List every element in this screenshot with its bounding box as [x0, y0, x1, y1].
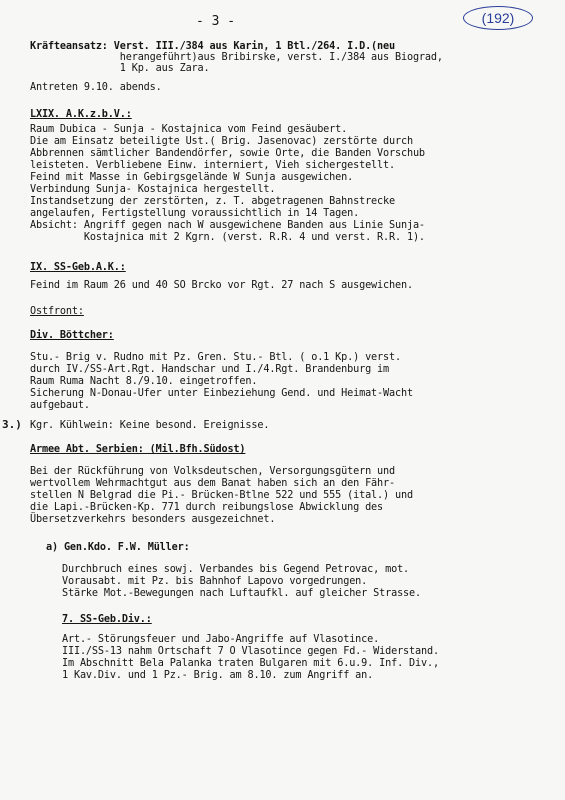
text-line: Übersetzverkehrs besonders ausgezeichnet. [30, 514, 276, 525]
subsection-heading: a) Gen.Kdo. F.W. Müller: [46, 542, 190, 553]
section-heading: Ostfront: [30, 306, 84, 317]
text-line: leisteten. Verbliebene Einw. interniert, Vieh sichergestellt. [30, 160, 395, 171]
margin-mark: 3.) [2, 418, 22, 431]
text-line: Antreten 9.10. abends. [30, 82, 162, 93]
text-line: Raum Ruma Nacht 8./9.10. eingetroffen. [30, 376, 258, 387]
text-line: wertvollem Wehrmachtgut aus dem Banat haben sich an den Fähr- [30, 478, 395, 489]
text-line: Kgr. Kühlwein: Keine besond. Ereignisse. [30, 420, 270, 431]
text-line: Die am Einsatz beteiligte Ust.( Brig. Jasenovac) zerstörte durch [30, 136, 413, 147]
text-line: Vorausabt. mit Pz. bis Bahnhof Lapovo vorgedrungen. [62, 576, 368, 587]
text-line: Raum Dubica - Sunja - Kostajnica vom Feind gesäubert. [30, 124, 348, 135]
text-line: Stu.- Brig v. Rudno mit Pz. Gren. Stu.- Btl. ( o.1 Kp.) verst. [30, 352, 401, 363]
text-line: Kräfteansatz: Verst. III./384 aus Karin, 1 Btl./264. I.D.(neu [30, 41, 395, 52]
text-line: die Lapi.-Brücken-Kp. 771 durch reibungslose Abwicklung des [30, 502, 384, 513]
text-line: Feind mit Masse in Gebirgsgelände W Sunja ausgewichen. [30, 172, 354, 183]
text-line: Im Abschnitt Bela Palanka traten Bulgaren mit 6.u.9. Inf. Div., [62, 658, 439, 669]
text-line: Feind im Raum 26 und 40 SO Brcko vor Rgt. 27 nach S ausgewichen. [30, 280, 413, 291]
subsection-heading: 7. SS-Geb.Div.: [62, 614, 152, 625]
section-heading: LXIX. A.K.z.b.V.: [30, 109, 132, 120]
section-heading: IX. SS-Geb.A.K.: [30, 262, 126, 273]
text-line: Art.- Störungsfeuer und Jabo-Angriffe auf Vlasotince. [62, 634, 380, 645]
archive-stamp: (192) [463, 6, 533, 30]
text-line: Sicherung N-Donau-Ufer unter Einbeziehung Gend. und Heimat-Wacht [30, 388, 413, 399]
text-line: Bei der Rückführung von Volksdeutschen, Versorgungsgütern und [30, 466, 395, 477]
text-line: 1 Kav.Div. und 1 Pz.- Brig. am 8.10. zum Angriff an. [62, 670, 374, 681]
page-number: - 3 - [196, 14, 236, 29]
section-heading: Div. Böttcher: [30, 330, 114, 341]
text-line: angelaufen, Fertigstellung voraussichtlich in 14 Tagen. [30, 208, 360, 219]
text-line: Abbrennen sämtlicher Bandendörfer, sowie Orte, die Banden Vorschub [30, 148, 425, 159]
text-line: durch IV./SS-Art.Rgt. Handschar und I./4.Rgt. Brandenburg im [30, 364, 390, 375]
text-line: Instandsetzung der zerstörten, z. T. abgetragenen Bahnstrecke [30, 196, 395, 207]
text-line: Absicht: Angriff gegen nach W ausgewichene Banden aus Linie Sunja- [30, 220, 425, 231]
section-heading: Armee Abt. Serbien: (Mil.Bfh.Südost) [30, 444, 246, 455]
text-line: aufgebaut. [30, 400, 90, 411]
text-line: stellen N Belgrad die Pi.- Brücken-Btlne 522 und 555 (ital.) und [30, 490, 413, 501]
text-line: III./SS-13 nahm Ortschaft 7 O Vlasotince gegen Fd.- Widerstand. [62, 646, 439, 657]
text-line: Stärke Mot.-Bewegungen nach Luftaufkl. auf gleicher Strasse. [62, 588, 422, 599]
text-line: Verbindung Sunja- Kostajnica hergestellt. [30, 184, 276, 195]
text-line: Kostajnica mit 2 Kgrn. (verst. R.R. 4 und verst. R.R. 1). [30, 232, 425, 243]
text-line: Durchbruch eines sowj. Verbandes bis Gegend Petrovac, mot. [62, 564, 410, 575]
text-line: 1 Kp. aus Zara. [30, 63, 210, 74]
text-line: herangeführt)aus Bribirske, verst. I./384 aus Biograd, [30, 52, 443, 63]
